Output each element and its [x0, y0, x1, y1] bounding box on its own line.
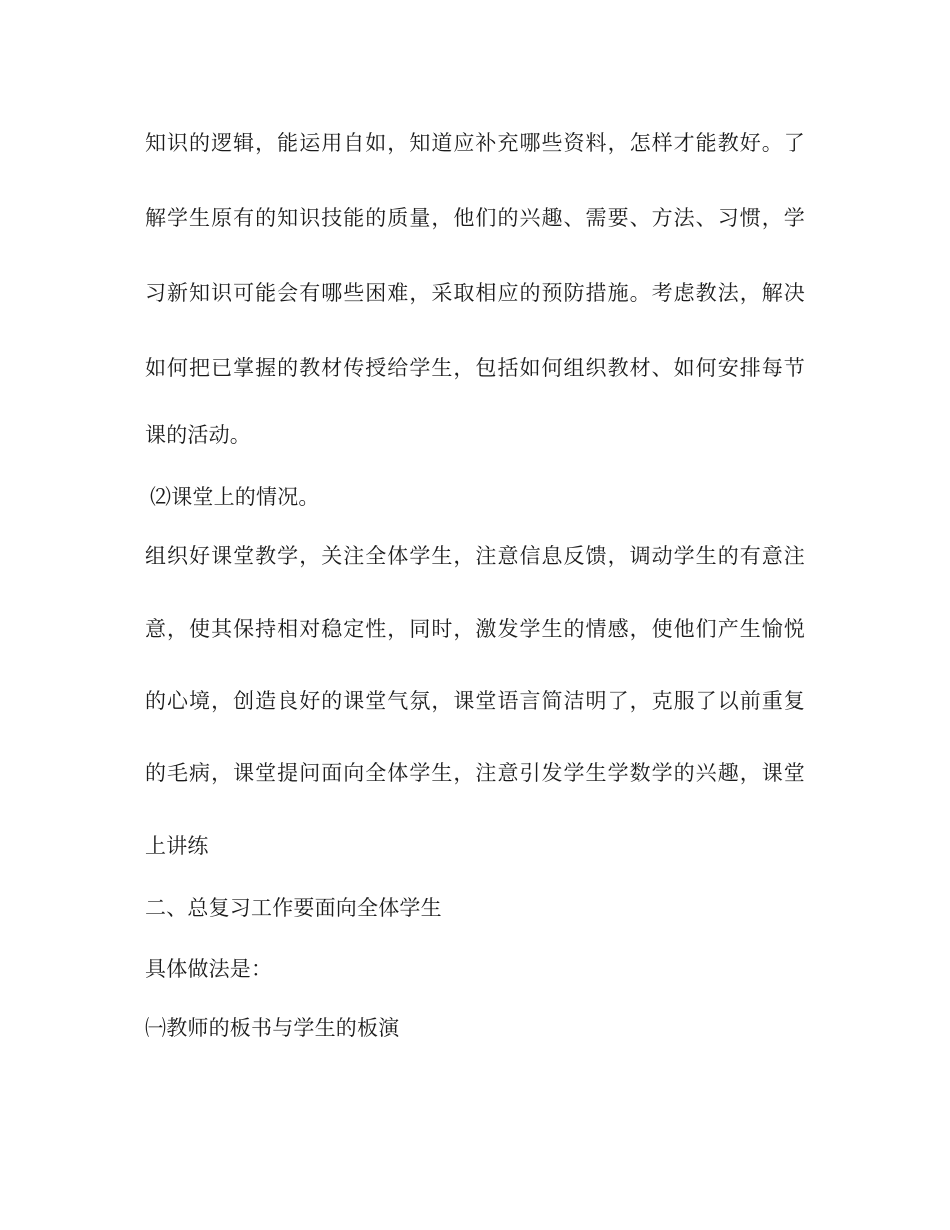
paragraph-line: 课的活动。 — [145, 423, 251, 447]
paragraph-line: 如何把已掌握的教材传授给学生，包括如何组织教材、如何安排每节 — [145, 356, 805, 380]
paragraph-line: 意，使其保持相对稳定性，同时，激发学生的情感，使他们产生愉悦 — [145, 617, 805, 641]
paragraph-line: 的毛病，课堂提问面向全体学生，注意引发学生学数学的兴趣，课堂 — [145, 761, 805, 785]
subheading: ⑵课堂上的情况。 — [150, 485, 320, 509]
paragraph-line: 解学生原有的知识技能的质量，他们的兴趣、需要、方法、习惯，学 — [145, 206, 805, 230]
paragraph-line: 组织好课堂教学，关注全体学生，注意信息反馈，调动学生的有意注 — [145, 544, 805, 568]
paragraph-line: 知识的逻辑，能运用自如，知道应补充哪些资料，怎样才能教好。了 — [145, 131, 805, 155]
paragraph-line: 上讲练 — [145, 834, 209, 858]
list-item: ㈠教师的板书与学生的板演 — [145, 1016, 400, 1040]
section-heading: 二、总复习工作要面向全体学生 — [145, 896, 442, 920]
paragraph-line: 的心境，创造良好的课堂气氛，课堂语言简洁明了，克服了以前重复 — [145, 689, 805, 713]
method-intro: 具体做法是： — [145, 957, 273, 981]
paragraph-line: 习新知识可能会有哪些困难，采取相应的预防措施。考虑教法，解决 — [145, 281, 805, 305]
